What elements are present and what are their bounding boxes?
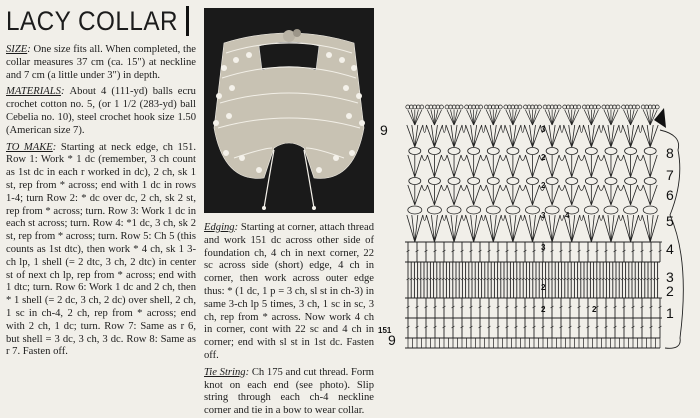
shell-stitch	[584, 185, 598, 205]
chain-loop	[643, 206, 657, 214]
shell-stitch	[623, 125, 639, 147]
picot-stitch	[474, 110, 481, 125]
chain-loop	[507, 148, 519, 155]
chain-arc	[598, 155, 604, 161]
chain-arc	[441, 185, 447, 191]
shell-stitch	[624, 155, 638, 177]
chain-arc	[599, 215, 603, 221]
picot-stitch	[454, 110, 461, 125]
chain-loop	[428, 148, 440, 155]
chain-arc	[560, 125, 564, 133]
shell-stitch	[525, 215, 541, 242]
picot-stitch	[631, 110, 638, 125]
picot-stitch	[533, 110, 540, 125]
chain-loop	[409, 148, 421, 155]
shell-stitch	[427, 185, 441, 205]
materials-paragraph: MATERIALS: About 4 (111-yd) balls ecru crochet cotton no. 5, (or 1 1/2 (283-yd) ball Cebelia no. 10), steel crochet hook size 1.50 (American size 7).	[6, 86, 196, 136]
instructions-text	[6, 44, 196, 359]
row-number-9-bottom: 9	[388, 332, 396, 348]
picot-stitch	[533, 110, 537, 125]
picot-stitch	[415, 110, 419, 125]
left-column	[0, 0, 200, 405]
chain-arc	[500, 155, 506, 161]
row-number-8: 8	[666, 145, 674, 161]
chain-loop	[487, 148, 499, 155]
chain-arc	[482, 215, 486, 221]
picot-stitch	[529, 110, 533, 125]
shell-stitch	[467, 155, 481, 177]
chain-loop	[584, 206, 598, 214]
chain-loop	[487, 178, 499, 185]
shell-stitch	[427, 155, 441, 177]
shell-stitch	[642, 125, 658, 147]
interior-label: 2	[541, 305, 546, 314]
chain-arc	[423, 125, 427, 133]
chain-loop	[408, 206, 422, 214]
shell-stitch	[545, 185, 559, 205]
shell-stitch	[603, 215, 619, 242]
chain-loop	[527, 178, 539, 185]
chain-loop	[624, 206, 638, 214]
picot-stitch	[486, 110, 493, 125]
shell-stitch	[525, 125, 541, 147]
picot-stitch	[431, 110, 435, 125]
chain-loop	[625, 148, 637, 155]
shell-stitch	[447, 155, 461, 177]
picot-stitch	[584, 110, 591, 125]
picot-stitch	[451, 110, 455, 125]
shell-stitch	[564, 125, 580, 147]
edging-text-block	[204, 222, 374, 418]
chain-arc	[598, 185, 604, 191]
picot-stitch	[568, 110, 572, 125]
picot-stitch	[549, 110, 553, 125]
picot-stitch	[607, 110, 611, 125]
page-title: LACY COLLAR	[6, 6, 178, 36]
chain-loop	[467, 206, 481, 214]
chain-loop	[526, 206, 540, 214]
chain-arc	[639, 125, 643, 133]
shell-stitch	[407, 125, 423, 147]
chain-loop	[448, 148, 460, 155]
chain-loop	[546, 148, 558, 155]
interior-label: 3	[541, 211, 546, 220]
chain-arc	[462, 125, 466, 133]
shell-stitch	[565, 155, 579, 177]
chain-loop	[527, 148, 539, 155]
chain-loop	[506, 206, 520, 214]
chain-arc	[461, 155, 467, 161]
picot-stitch	[647, 110, 651, 125]
chain-loop	[644, 148, 656, 155]
picot-stitch	[427, 110, 434, 125]
edging-label: Edging	[204, 222, 235, 233]
row-number-5: 5	[666, 213, 674, 229]
shell-stitch	[485, 125, 501, 147]
interior-label: 2	[592, 305, 597, 314]
picot-stitch	[552, 110, 559, 125]
shell-stitch	[466, 215, 482, 242]
chain-loop	[427, 206, 441, 214]
picot-stitch	[588, 110, 592, 125]
picot-stitch	[513, 110, 517, 125]
chain-loop	[605, 148, 617, 155]
chain-arc	[618, 185, 624, 191]
interior-label: 4	[565, 211, 570, 220]
picot-stitch	[552, 110, 556, 125]
chain-loop	[448, 178, 460, 185]
chain-loop	[546, 178, 558, 185]
chain-loop	[585, 148, 597, 155]
chain-loop	[566, 148, 578, 155]
chain-arc	[441, 155, 447, 161]
chain-arc	[481, 155, 487, 161]
chain-arc	[481, 185, 487, 191]
shell-stitch	[604, 155, 618, 177]
row-number-4: 4	[666, 241, 674, 257]
shell-stitch	[446, 215, 462, 242]
chain-arc	[521, 125, 525, 133]
picot-stitch	[572, 110, 576, 125]
shell-stitch	[426, 215, 442, 242]
chain-loop	[428, 178, 440, 185]
chain-loop	[409, 178, 421, 185]
picot-stitch	[627, 110, 631, 125]
shell-stitch	[603, 125, 619, 147]
picot-stitch	[591, 110, 595, 125]
picot-stitch	[509, 110, 513, 125]
chain-arc	[442, 215, 446, 221]
shell-stitch	[407, 215, 423, 242]
chain-loop	[625, 178, 637, 185]
shell-stitch	[643, 155, 657, 177]
chain-arc	[442, 125, 446, 133]
chain-arc	[579, 155, 585, 161]
shell-stitch	[486, 185, 500, 205]
chain-loop	[604, 206, 618, 214]
chain-arc	[639, 215, 643, 221]
picot-stitch	[474, 110, 478, 125]
picot-stitch	[650, 110, 654, 125]
chain-arc	[422, 185, 428, 191]
interior-label: 2	[541, 283, 546, 292]
tie-string-paragraph: Tie String: Ch 175 and cut thread. Form knot on each end (see photo). Slip string through each ch-4 neckline corner and tie in a bow to wear collar.	[204, 366, 374, 417]
chain-loop	[566, 178, 578, 185]
chain-arc	[501, 125, 505, 133]
row-number-6: 6	[666, 187, 674, 203]
picot-stitch	[454, 110, 458, 125]
corner-marker	[654, 108, 666, 128]
chain-loop	[468, 148, 480, 155]
row-number-3: 3	[666, 269, 674, 285]
picot-stitch	[631, 110, 635, 125]
picot-stitch	[434, 110, 438, 125]
picot-stitch	[526, 110, 533, 125]
shell-stitch	[526, 185, 540, 205]
chain-loop	[468, 178, 480, 185]
shell-stitch	[467, 185, 481, 205]
picot-stitch	[467, 110, 474, 125]
size-label: SIZE	[6, 44, 28, 55]
shell-stitch	[545, 155, 559, 177]
shell-stitch	[486, 155, 500, 177]
materials-label: MATERIALS	[6, 86, 61, 98]
chain-arc	[599, 125, 603, 133]
shell-stitch	[583, 125, 599, 147]
picot-stitch	[415, 110, 422, 125]
shell-stitch	[426, 125, 442, 147]
to-make-text: Starting at neck edge, ch 151. Row 1: Work * 1 dc (remember, 3 ch count as 1st dc in each r worked in dc), 2 ch, sk 1 st, rep from * across; end with 1 dc in rows 1-4; turn Row 2: * dc over dc, 2 ch, sk 2 st, rep from * across; turn. Row 3: Work 1 dc in each st across; turn. Row 4: *1 dc, 3 ch, sk 2 st, rep from * across; turn. Row 5: Ch 5 (this counts as 1st dtc), then work * 4 ch, sk 1 3-ch lp, 1 shell (= 2 dtc, 3 ch, 2 dtc) in center st of next ch lp, rep from * across; end with 1 dtc; turn. Row 6: Work 1 dc and 2 ch, then * 1 shell (= 2 dc, 3 ch, 2 dc) over shell, 2 ch, 1 sc in ch-4, 2 ch, rep from * across; end with 2 ch, 1 dc; turn. Row 7: Same as r 6, but shell = 3 dc, 3 ch, 3 dc. Row 8: Same as r 7. Fasten off.	[6, 141, 196, 358]
picot-stitch	[490, 110, 494, 125]
picot-stitch	[565, 110, 572, 125]
interior-label: 3	[541, 243, 546, 252]
shell-stitch	[505, 215, 521, 242]
chain-arc	[559, 155, 565, 161]
chain-arc	[500, 185, 506, 191]
interior-label: 3	[541, 125, 546, 134]
chain-arc	[580, 215, 584, 221]
chain-arc	[638, 185, 644, 191]
chain-arc	[619, 125, 623, 133]
picot-stitch	[624, 110, 631, 125]
chain-loop	[507, 178, 519, 185]
size-paragraph: SIZE: One size fits all. When completed, the collar measures 37 cm (ca. 15") at neckline and 7 cm (a little under 3") in depth.	[6, 44, 196, 81]
shell-stitch	[643, 185, 657, 205]
picot-stitch	[470, 110, 474, 125]
interior-label: 2	[541, 181, 546, 190]
chain-loop	[585, 178, 597, 185]
shell-stitch	[408, 155, 422, 177]
chain-arc	[521, 215, 525, 221]
chain-arc	[462, 215, 466, 221]
chain-arc	[638, 155, 644, 161]
shell-stitch	[544, 215, 560, 242]
picot-stitch	[408, 110, 415, 125]
shell-stitch	[544, 125, 560, 147]
picot-stitch	[493, 110, 497, 125]
edging-text: Starting at corner, attach thread and work 151 dc across other side of foundation ch, 4 ch in next corner, 22 sc across side (short) edge, 4 ch in corner, then work across outer edge thus: * (1 dc, 1 p = 3 ch, sl st in ch-3) in same 3-ch lp 5 times, 3 ch, 1 sc in sc, 3 ch, rep from * across. Now work 4 ch in corner, cont with 22 sc and 4 ch in corner; end with sl st in 1st dc. Fasten off.	[204, 222, 374, 361]
chain-arc	[520, 155, 526, 161]
interior-label: 2	[541, 153, 546, 162]
shell-stitch	[408, 185, 422, 205]
shell-stitch	[624, 185, 638, 205]
size-text: One size fits all. When completed, the collar measures 37 cm (ca. 15") at neckline and 7 cm (a little under 3") in depth.	[6, 44, 196, 81]
picot-stitch	[506, 110, 513, 125]
shell-stitch	[642, 215, 658, 242]
chain-arc	[520, 185, 526, 191]
picot-stitch	[591, 110, 598, 125]
picot-stitch	[611, 110, 615, 125]
collar-photo	[204, 8, 374, 213]
picot-stitch	[434, 110, 441, 125]
to-make-paragraph: TO MAKE: Starting at neck edge, ch 151. Row 1: Work * 1 dc (remember, 3 ch count as 1st dc in each r worked in dc), 2 ch, sk 1 st, rep from * across; end with 1 dc in rows 1-4; turn Row 2: * dc over dc, 2 ch, sk 2 st, rep from * across; turn. Row 3: Work 1 dc in each st across; turn. Row 4: *1 dc, 3 ch, sk 2 st, rep from * across; turn. Row 5: Ch 5 (this counts as 1st dtc), then work * 4 ch, sk 1 3-ch lp, 1 shell (= 2 dtc, 3 ch, 2 dtc) in center st of next ch lp, rep from * across; end with 1 dtc; turn. Row 6: Work 1 dc and 2 ch, then * 1 shell (= 2 dc, 3 ch, 2 dc) over shell, 2 ch, 1 sc in ch-4, 2 ch, rep from * across; end with 2 ch, 1 dc; turn. Row 7: Same as r 6, but shell = 3 dc, 3 ch, 3 dc. Row 8: Same as r 7. Fasten off.	[6, 141, 196, 358]
chain-arc	[579, 185, 585, 191]
row-number-7: 7	[666, 167, 674, 183]
tie-string-label: Tie String	[204, 366, 246, 378]
picot-stitch	[572, 110, 579, 125]
crochet-diagram	[370, 0, 700, 405]
chain-loop	[545, 206, 559, 214]
middle-column	[200, 0, 375, 417]
title-rule	[186, 6, 189, 36]
chain-loop	[605, 178, 617, 185]
materials-text: About 4 (111-yd) balls ecru crochet cotton no. 5, (or 1 1/2 (283-yd) ball Cebelia no. 10), steel crochet hook size 1.50 (American size 7).	[6, 86, 196, 136]
row-number-2: 2	[666, 283, 674, 299]
chain-arc	[559, 185, 565, 191]
shell-stitch	[485, 215, 501, 242]
shell-stitch	[565, 185, 579, 205]
row-number-1: 1	[666, 305, 674, 321]
picot-stitch	[643, 110, 650, 125]
chain-arc	[461, 185, 467, 191]
shell-stitch	[604, 185, 618, 205]
chain-arc	[618, 155, 624, 161]
chain-arc	[482, 125, 486, 133]
shell-stitch	[584, 155, 598, 177]
edging-paragraph: Edging: Starting at corner, attach thread and work 151 dc across other side of foundation ch, 4 ch in next corner, 22 sc across side (short) edge, 4 ch in corner, then work across outer edge thus: * (1 dc, 1 p = 3 ch, sl st in ch-3) in same 3-ch lp 5 times, 3 ch, 1 sc in sc, 3 ch, rep from * across. Now work 4 ch in corner, cont with 22 sc and 4 ch in corner; end with sl st in 1st dc. Fasten off.	[204, 222, 374, 361]
chain-arc	[560, 215, 564, 221]
shell-stitch	[526, 155, 540, 177]
picot-stitch	[513, 110, 520, 125]
shell-stitch	[466, 125, 482, 147]
chain-arc	[422, 155, 428, 161]
shell-stitch	[505, 125, 521, 147]
chain-loop	[447, 206, 461, 214]
chain-arc	[423, 215, 427, 221]
shell-stitch	[447, 185, 461, 205]
row-number-9-top: 9	[380, 122, 388, 138]
tie-string-text: Ch 175 and cut thread. Form knot on each end (see photo). Slip string through each ch-4 neckline corner and tie in a bow to wear collar.	[204, 366, 374, 417]
shell-stitch	[506, 155, 520, 177]
chain-arc	[501, 215, 505, 221]
shell-stitch	[623, 215, 639, 242]
chain-arc	[619, 215, 623, 221]
chain-loop	[486, 206, 500, 214]
start-count-label: 151	[378, 326, 392, 335]
picot-stitch	[493, 110, 500, 125]
picot-stitch	[411, 110, 415, 125]
picot-stitch	[604, 110, 611, 125]
to-make-label: TO MAKE	[6, 141, 53, 153]
chain-loop	[644, 178, 656, 185]
picot-stitch	[545, 110, 552, 125]
picot-stitch	[447, 110, 454, 125]
chain-arc	[580, 125, 584, 133]
shell-stitch	[446, 125, 462, 147]
shell-stitch	[583, 215, 599, 242]
picot-stitch	[611, 110, 618, 125]
shell-stitch	[506, 185, 520, 205]
